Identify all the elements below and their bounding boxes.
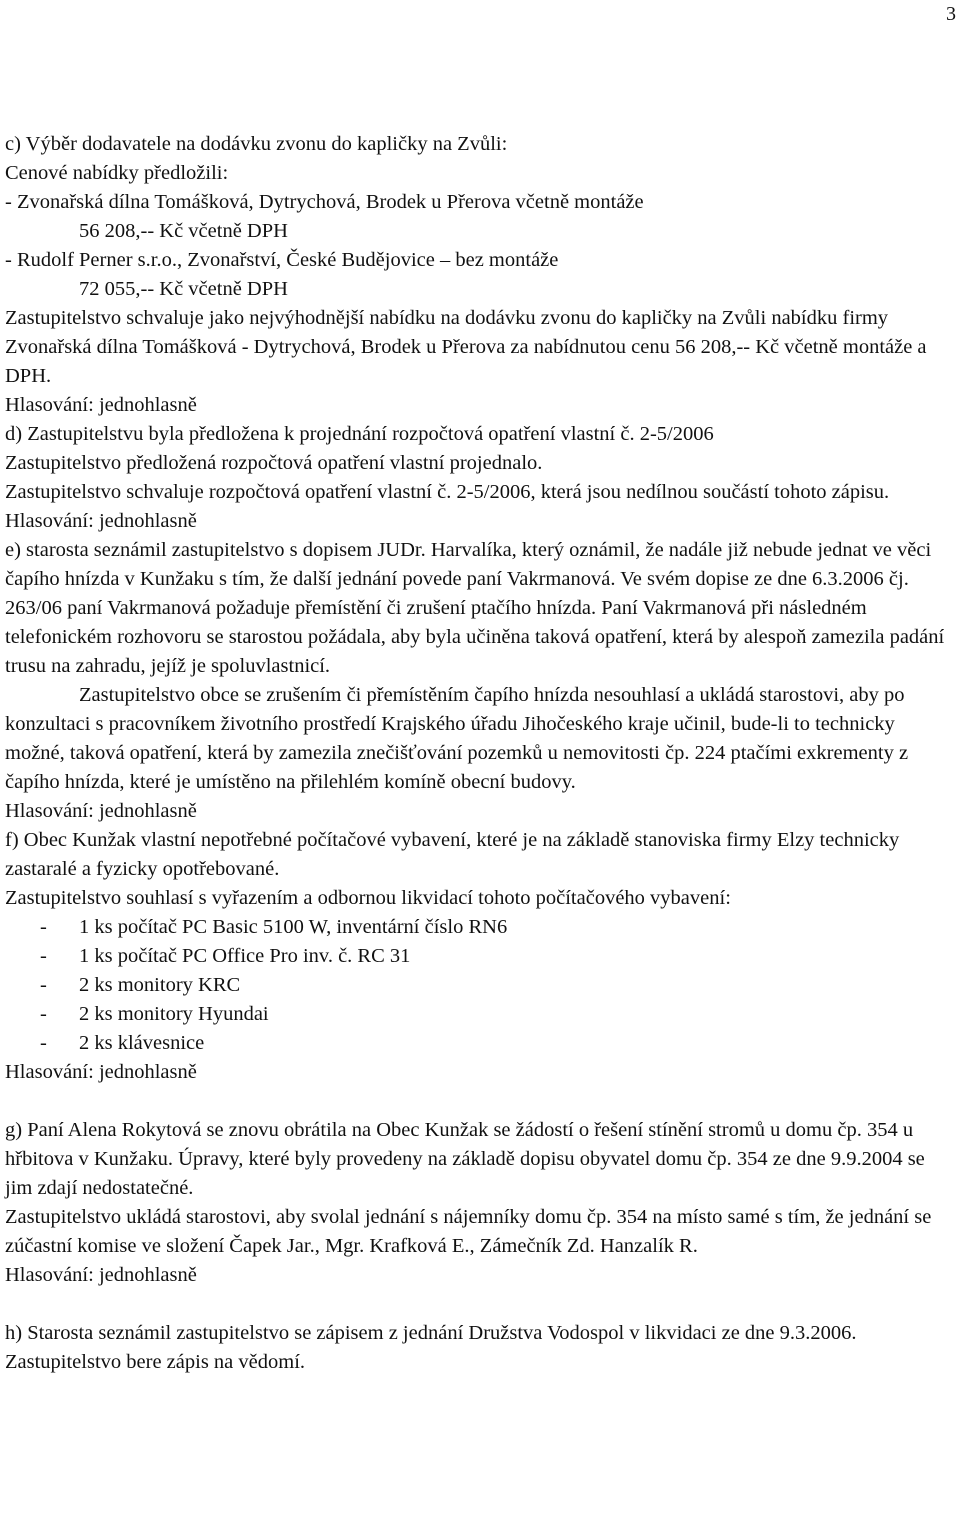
list-item-text: 2 ks monitory Hyundai <box>79 1003 269 1025</box>
dash-bullet: - <box>40 1003 47 1025</box>
dash-bullet: - <box>40 945 47 967</box>
section-c <box>5 130 955 420</box>
section-d <box>5 420 955 536</box>
document-body <box>5 130 955 1377</box>
section-d-vote: Hlasování: jednohlasně <box>5 510 197 532</box>
section-d-title: d) Zastupitelstvu byla předložena k projednání rozpočtová opatření vlastní č. 2-5/2006 <box>5 423 714 445</box>
section-c-title: c) Výběr dodavatele na dodávku zvonu do kapličky na Zvůli: <box>5 133 508 155</box>
offer-2-name: - Rudolf Perner s.r.o., Zvonařství, České Budějovice – bez montáže <box>5 249 559 271</box>
section-g-vote: Hlasování: jednohlasně <box>5 1264 197 1286</box>
list-item-text: 1 ks počítač PC Office Pro inv. č. RC 31 <box>79 945 411 967</box>
list-item <box>5 913 955 942</box>
section-c-resolution: Zastupitelstvo schvaluje jako nejvýhodnější nabídku na dodávku zvonu do kapličky na Zvůli nabídku firmy Zvonařská dílna Tomášková - Dytrychová, Brodek u Přerova za nabídnutou cenu 56 208,-- Kč včetně montáže a DPH. <box>5 307 927 387</box>
section-g-text-2: Zastupitelstvo ukládá starostovi, aby svolal jednání s nájemníky domu čp. 354 na místo samé s tím, že jednání se zúčastní komise ve složení Čapek Jar., Mgr. Krafková E., Zámečník Zd. Hanzalík R. <box>5 1206 932 1257</box>
section-f-text-2: Zastupitelstvo souhlasí s vyřazením a odbornou likvidací tohoto počítačového vybavení: <box>5 887 731 909</box>
section-f <box>5 826 955 1087</box>
list-item <box>5 971 955 1000</box>
offer-1-price: 56 208,-- Kč včetně DPH <box>79 220 288 242</box>
section-e <box>5 536 955 826</box>
offer-2-price: 72 055,-- Kč včetně DPH <box>79 278 288 300</box>
section-h-text-2: Zastupitelstvo bere zápis na vědomí. <box>5 1351 306 1373</box>
list-item-text: 1 ks počítač PC Basic 5100 W, inventární číslo RN6 <box>79 916 508 938</box>
dash-bullet: - <box>40 974 47 996</box>
section-c-vote: Hlasování: jednohlasně <box>5 394 197 416</box>
page-number: 3 <box>946 3 956 25</box>
section-c-offers-intro: Cenové nabídky předložili: <box>5 162 229 184</box>
section-g <box>5 1116 955 1290</box>
section-h-text-1: h) Starosta seznámil zastupitelstvo se zápisem z jednání Družstva Vodospol v likvidaci ze dne 9.3.2006. <box>5 1322 857 1344</box>
list-item-text: 2 ks monitory KRC <box>79 974 241 996</box>
section-d-text-2: Zastupitelstvo schvaluje rozpočtová opatření vlastní č. 2-5/2006, která jsou nedílnou součástí tohoto zápisu. <box>5 481 890 503</box>
list-item <box>5 1000 955 1029</box>
section-e-text-1: e) starosta seznámil zastupitelstvo s dopisem JUDr. Harvalíka, který oznámil, že nadále již nebude jednat ve věci čapího hnízda v Kunžaku s tím, že další jednání povede paní Vakrmanová. Ve svém dopise ze dne 6.3.2006 čj. 263/06 paní Vakrmanová požaduje přemístění či zrušení ptačího hnízda. Paní Vakrmanová při následném telefonickém rozhovoru se starostou požádala, aby byla učiněna taková opatření, která by alespoň zamezila padání trusu na zahradu, jejíž je spoluvlastnicí. <box>5 539 945 677</box>
section-d-text-1: Zastupitelstvo předložená rozpočtová opatření vlastní projednalo. <box>5 452 543 474</box>
section-e-text-2: Zastupitelstvo obce se zrušením či přemístěním čapího hnízda nesouhlasí a ukládá starostovi, aby po konzultaci s pracovníkem životního prostředí Krajského úřadu Jihočeského kraje učinil, bude-li to technicky možné, taková opatření, která by zamezila znečišťování pozemků u nemovitosti čp. 224 ptačími exkrementy z čapího hnízda, které je umístěno na přilehlém komíně obecní budovy. <box>5 684 909 793</box>
offer-1-name: - Zvonařská dílna Tomášková, Dytrychová, Brodek u Přerova včetně montáže <box>5 191 644 213</box>
equipment-list <box>5 913 955 1058</box>
dash-bullet: - <box>40 916 47 938</box>
list-item-text: 2 ks klávesnice <box>79 1032 205 1054</box>
dash-bullet: - <box>40 1032 47 1054</box>
section-f-vote: Hlasování: jednohlasně <box>5 1061 197 1083</box>
section-e-vote: Hlasování: jednohlasně <box>5 800 197 822</box>
list-item <box>5 942 955 971</box>
section-spacer <box>5 1087 955 1116</box>
section-h <box>5 1319 955 1377</box>
section-f-text-1: f) Obec Kunžak vlastní nepotřebné počítačové vybavení, které je na základě stanoviska firmy Elzy technicky zastaralé a fyzicky opotřebované. <box>5 829 900 880</box>
list-item <box>5 1029 955 1058</box>
section-spacer <box>5 1290 955 1319</box>
section-g-text-1: g) Paní Alena Rokytová se znovu obrátila na Obec Kunžak se žádostí o řešení stínění stromů u domu čp. 354 u hřbitova v Kunžaku. Úpravy, které byly provedeny na základě dopisu obyvatel domu čp. 354 ze dne 9.9.2004 se jim zdají nedostatečné. <box>5 1119 925 1199</box>
